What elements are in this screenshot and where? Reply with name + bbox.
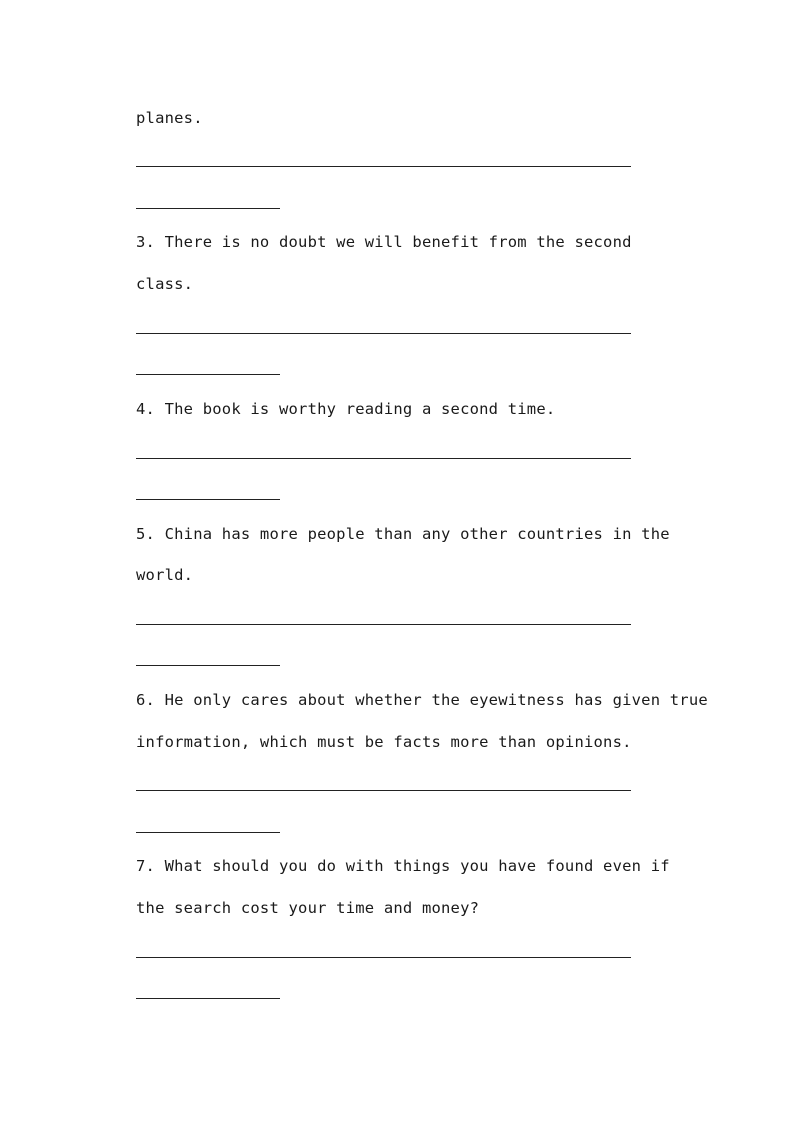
answer-line-short <box>136 998 280 999</box>
item-6-line-1: 6. He only cares about whether the eyewitness has given true <box>136 691 708 709</box>
item-7-line-2: the search cost your time and money? <box>136 899 480 917</box>
item-2-continuation: planes. <box>136 109 203 127</box>
answer-line-long <box>136 957 631 958</box>
item-5-line-1: 5. China has more people than any other countries in the <box>136 525 670 543</box>
answer-line-short <box>136 499 280 500</box>
item-7-line-1: 7. What should you do with things you have found even if <box>136 857 670 875</box>
answer-line-short <box>136 665 280 666</box>
item-3-line-1: 3. There is no doubt we will benefit from the second <box>136 233 632 251</box>
answer-line-long <box>136 624 631 625</box>
answer-line-short <box>136 208 280 209</box>
item-6-line-2: information, which must be facts more than opinions. <box>136 733 632 751</box>
answer-line-long <box>136 790 631 791</box>
answer-line-long <box>136 333 631 334</box>
item-5-line-2: world. <box>136 566 194 584</box>
answer-line-short <box>136 374 280 375</box>
answer-line-long <box>136 166 631 167</box>
answer-line-short <box>136 832 280 833</box>
answer-line-long <box>136 458 631 459</box>
item-3-line-2: class. <box>136 275 194 293</box>
item-4-line-1: 4. The book is worthy reading a second time. <box>136 400 556 418</box>
